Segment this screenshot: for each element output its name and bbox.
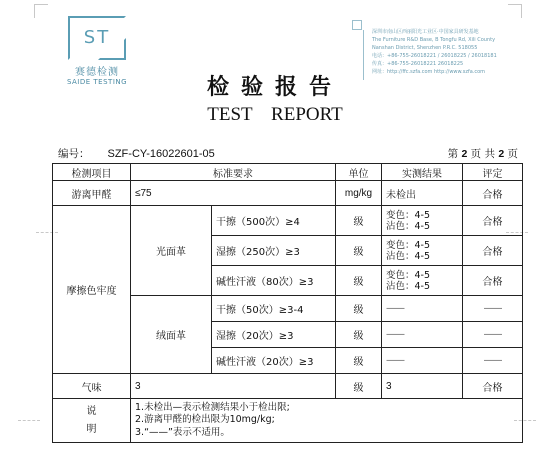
address-line: 传真：+86-755-26018221 26018225 [372,61,464,67]
cell-result [382,266,463,296]
cell-requirement: ≤75 [131,181,336,206]
header-requirement: 标准要求 [131,164,336,181]
cell-rating: 合格 [463,181,523,206]
cell-item: 游离甲醛 [53,181,131,206]
report-number-value: SZF-CY-16022601-05 [107,148,215,160]
cell-result: 3 [382,374,463,399]
header-rating: 评定 [463,164,523,181]
crop-mark-bottom-left [18,420,40,421]
notes-content [131,399,523,443]
report-number-label: 编号： [58,148,90,160]
page-current: 2 [461,148,468,160]
cell-unit: 级 [336,348,382,374]
cell-unit: 级 [336,266,382,296]
address-line: 网址：http://ffc.szfa.com http://www.szfa.com [372,69,486,75]
header-item: 检测项目 [53,164,131,181]
logo-name-en: SAIDE TESTING [66,78,128,86]
address-line: Nanshan District, Shenzhen P.R.C. 518055 [372,45,478,51]
cell-rating: —— [463,296,523,322]
test-report-table [52,163,523,443]
cell-leather-group: 光面革 [131,206,212,296]
address-line: 电话：+86-755-26018221 / 26018225 / 26018181 [372,53,497,59]
table-row [53,374,523,399]
note-line: 1.未检出—表示检测结果小于检出限; [135,401,290,413]
cell-unit: 级 [336,236,382,266]
cell-requirement: 干擦（50次）≥3-4 [212,296,336,322]
address-line: 深圳市南山区西丽阳光工业区·中国家具研发基地 [372,29,479,35]
cell-requirement: 碱性汗液（20次）≥3 [212,348,336,374]
crop-mark-top-right [508,4,522,18]
logo-mark-text: ST [83,27,111,48]
cell-rating: 合格 [463,206,523,236]
report-number [58,146,215,161]
logo-mark [68,16,126,60]
note-line: 2.游离甲醛的检出限为10mg/kg; [135,414,275,426]
note-line: 3.“——”表示不适用。 [135,426,230,438]
address-icon [352,20,362,30]
cell-result: —— [382,296,463,322]
cell-leather-group: 绒面革 [131,296,212,374]
cell-unit: 级 [336,296,382,322]
cell-requirement: 干擦（500次）≥4 [212,206,336,236]
page-total: 2 [498,148,505,160]
notes-row [53,399,523,443]
cell-rating: —— [463,322,523,348]
page-mid: 页 共 [470,148,495,160]
result-color-change: 变色：4-5 [386,209,431,221]
cell-result: —— [382,322,463,348]
cell-result: —— [382,348,463,374]
cell-unit: 级 [336,206,382,236]
cell-requirement: 湿擦（20次）≥3 [212,322,336,348]
cell-result [382,206,463,236]
report-title-en: TEST REPORT [207,104,343,125]
page-indicator [448,146,518,161]
logo-name-cn: 赛德检测 [75,67,119,78]
cell-rating: 合格 [463,236,523,266]
header-result: 实测结果 [382,164,463,181]
page-prefix: 第 [447,148,459,160]
table-row [53,206,523,236]
cell-rating: 合格 [463,374,523,399]
cell-unit: 级 [336,322,382,348]
cell-rating: —— [463,348,523,374]
table-row [53,181,523,206]
cell-requirement: 湿擦（250次）≥3 [212,236,336,266]
result-staining: 沾色：4-5 [386,250,431,262]
result-color-change: 变色：4-5 [386,239,431,251]
cell-rating: 合格 [463,266,523,296]
crop-mark-top-left [34,4,48,18]
notes-label [53,399,131,443]
table-header-row [53,164,523,181]
cell-requirement: 3 [131,374,336,399]
result-color-change: 变色：4-5 [386,269,431,281]
page-suffix: 页 [507,148,518,160]
result-staining: 沾色：4-5 [386,280,431,292]
notes-label-char: 说 [86,405,97,417]
report-title-cn: 检验报告 [206,75,343,100]
result-staining: 沾色：4-5 [386,220,431,232]
cell-unit: mg/kg [336,181,382,206]
cell-item: 气味 [53,374,131,399]
cell-result [382,236,463,266]
notes-label-char: 明 [86,423,97,435]
cell-result: 未检出 [382,181,463,206]
address-line: The Furniture R&D Base, B Tongfu Rd, Xili County [372,37,496,43]
cell-unit: 级 [336,374,382,399]
cell-item: 摩擦色牢度 [53,206,131,374]
header-unit: 单位 [336,164,382,181]
cell-requirement: 碱性汗液（80次）≥3 [212,266,336,296]
company-address [372,28,532,76]
